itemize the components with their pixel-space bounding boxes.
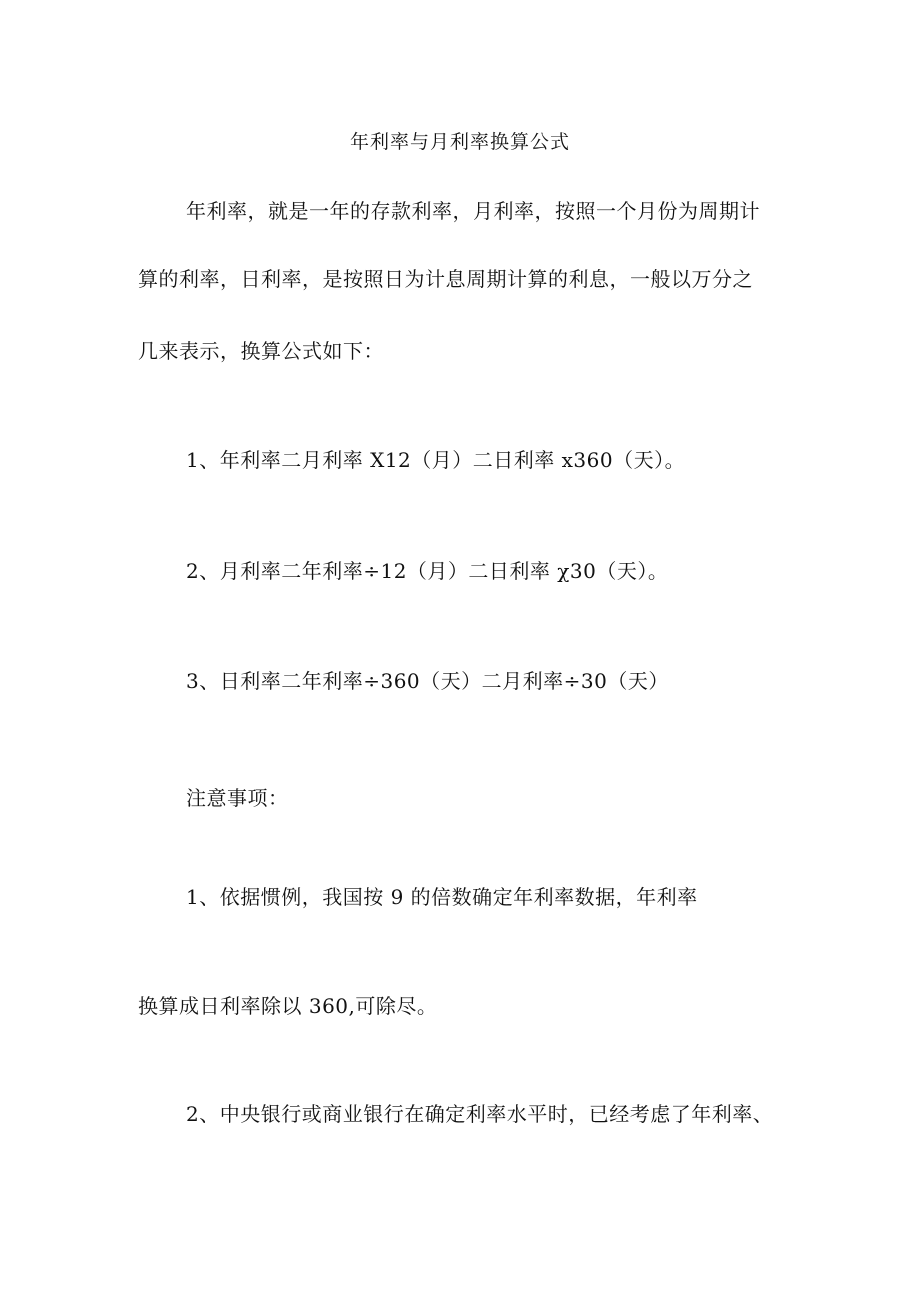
- formula-line-1: 1、年利率二月利率 X12（月）二日利率 x360（天）。: [186, 448, 686, 472]
- note-line-1: 1、依据惯例，我国按 9 的倍数确定年利率数据，年利率: [186, 885, 698, 909]
- notes-heading: 注意事项：: [186, 786, 289, 810]
- formula-line-3: 3、日利率二年利率÷360（天）二月利率÷30（天）: [186, 669, 669, 693]
- intro-line-2: 算的利率，日利率，是按照日为计息周期计算的利息，一般以万分之: [138, 267, 753, 291]
- page-title: 年利率与月利率换算公式: [349, 131, 570, 153]
- note-line-2: 换算成日利率除以 360,可除尽。: [138, 994, 438, 1018]
- intro-line-3: 几来表示，换算公式如下：: [138, 339, 384, 363]
- intro-line-1: 年利率，就是一年的存款利率，月利率，按照一个月份为周期计: [186, 199, 760, 223]
- formula-line-2: 2、月利率二年利率÷12（月）二日利率 χ30（天）。: [186, 559, 669, 583]
- note-line-3: 2、中央银行或商业银行在确定利率水平时，已经考虑了年利率、: [186, 1102, 774, 1126]
